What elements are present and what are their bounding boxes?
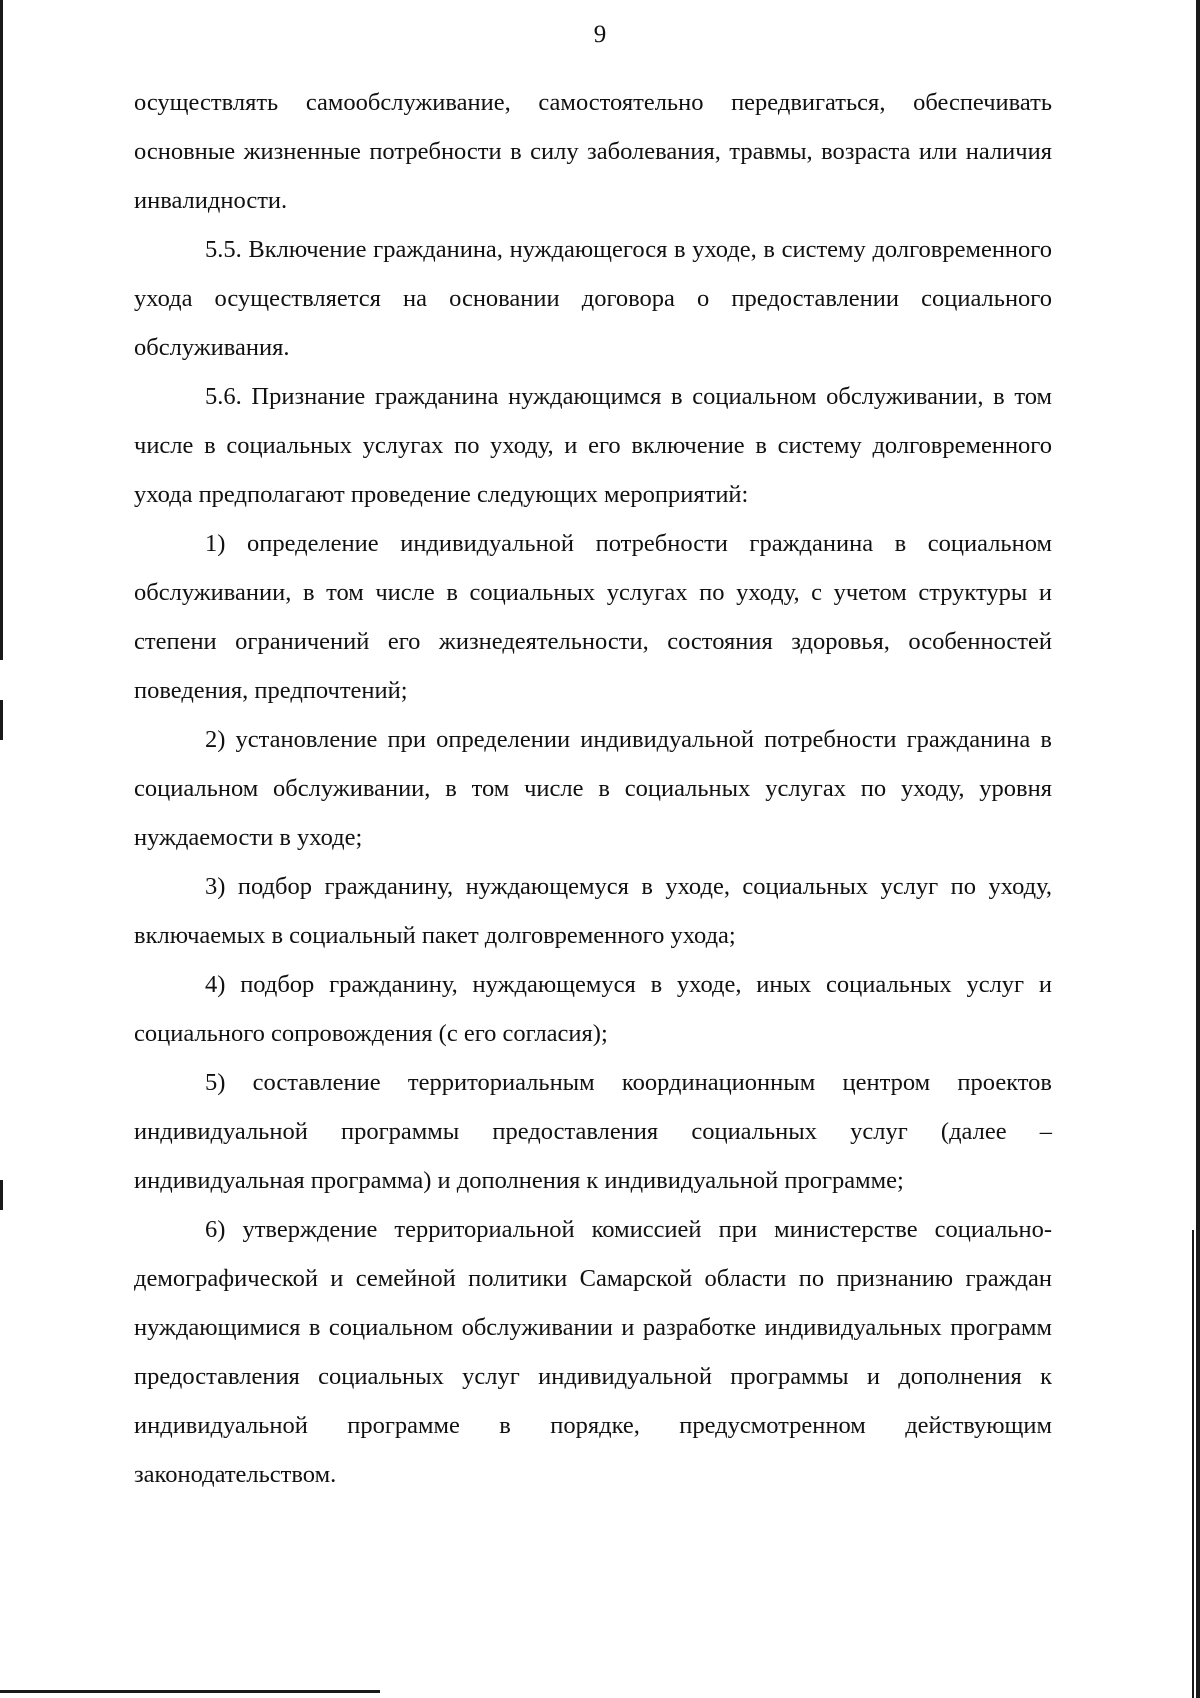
scan-bottom-rule xyxy=(0,1690,380,1693)
scan-edge-left xyxy=(0,0,3,660)
list-item-2: 2) установление при определении индивидуальной потребности гражданина в социальном обслуживании, в том числе в социальных услугах по уходу, уровня нуждаемости в уходе; xyxy=(134,726,1052,851)
scan-edge-left-mark xyxy=(0,1180,3,1210)
scan-edge-right-inner xyxy=(1192,1230,1194,1698)
scan-edge-left-mark xyxy=(0,700,3,740)
paragraph-continuation: осуществлять самообслуживание, самостоятельно передвигаться, обеспечивать основные жизненные потребности в силу заболевания, травмы, возраста или наличия инвалидности. xyxy=(134,89,1052,214)
document-body xyxy=(134,78,1052,1499)
list-item-6: 6) утверждение территориальной комиссией при министерстве социально-демографической и семейной политики Самарской области по признанию граждан нуждающимися в социальном обслуживании и разработке индивидуальных программ предоставления социальных услуг индивидуальной программы и дополнения к индивидуальной программе в порядке, предусмотренном действующим законодательством. xyxy=(134,1216,1052,1488)
paragraph-5-5: 5.5. Включение гражданина, нуждающегося в уходе, в систему долговременного ухода осуществляется на основании договора о предоставлении социального обслуживания. xyxy=(134,236,1052,361)
paragraph-5-6: 5.6. Признание гражданина нуждающимся в социальном обслуживании, в том числе в социальных услугах по уходу, и его включение в систему долговременного ухода предполагают проведение следующих мероприятий: xyxy=(134,383,1052,508)
list-item-1: 1) определение индивидуальной потребности гражданина в социальном обслуживании, в том числе в социальных услугах по уходу, с учетом структуры и степени ограничений его жизнедеятельности, состояния здоровья, особенностей поведения, предпочтений; xyxy=(134,530,1052,704)
scan-edge-right xyxy=(1196,0,1200,1698)
list-item-4: 4) подбор гражданину, нуждающемуся в уходе, иных социальных услуг и социального сопровождения (с его согласия); xyxy=(134,971,1052,1047)
list-item-5: 5) составление территориальным координационным центром проектов индивидуальной программы предоставления социальных услуг (далее – индивидуальная программа) и дополнения к индивидуальной программе; xyxy=(134,1069,1052,1194)
list-item-3: 3) подбор гражданину, нуждающемуся в уходе, социальных услуг по уходу, включаемых в социальный пакет долговременного ухода; xyxy=(134,873,1052,949)
page-number: 9 xyxy=(593,21,607,48)
